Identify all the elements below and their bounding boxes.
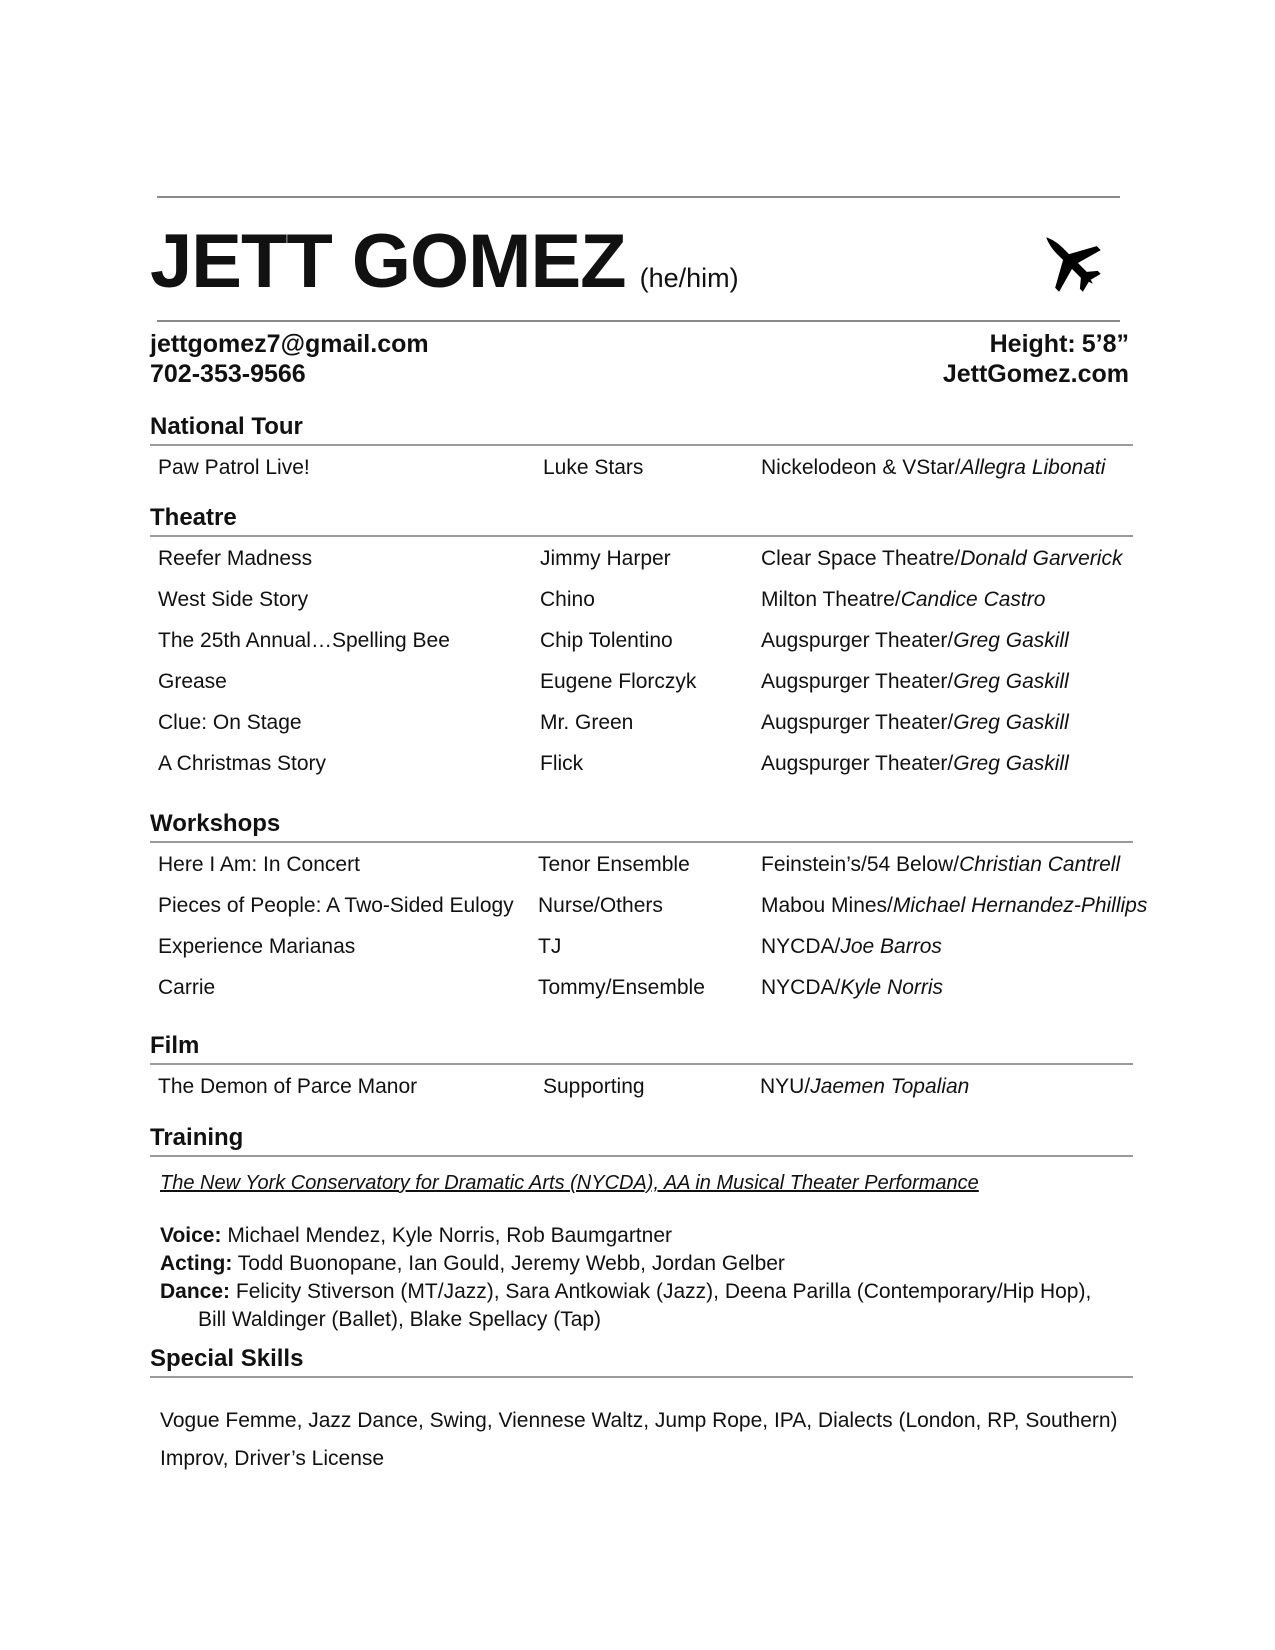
dance-teachers-line1: Felicity Stiverson (MT/Jazz), Sara Antkowiak (Jazz), Deena Parilla (Contemporary/Hip Hop), [235,1280,1092,1303]
credit-role: Nurse/Others [538,894,663,917]
height-label: Height: [989,330,1076,358]
credit-role: Chip Tolentino [540,629,673,652]
training-acting [160,1250,1091,1278]
credit-venue: Augspurger Theater/ [761,752,954,775]
credit-show: Carrie [158,976,216,999]
credit-venue: Feinstein’s/54 Below/ [761,853,960,876]
credit-row [150,660,1133,701]
section-title: Film [150,1032,200,1059]
credit-venue: Mabou Mines/ [761,894,893,917]
special-skills-list [160,1402,1118,1478]
credit-venue: Nickelodeon & VStar/ [761,456,961,479]
section-workshops [150,810,1148,1007]
credit-director: Greg Gaskill [953,752,1069,775]
credit-venue: Augspurger Theater/ [761,711,954,734]
credit-director: Kyle Norris [840,976,944,999]
contact-left [150,329,429,389]
contact-right [943,329,1129,389]
voice-teachers: Michael Mendez, Kyle Norris, Rob Baumgartner [227,1224,672,1247]
credit-venue-director [761,935,942,959]
section-rule [150,1376,1133,1378]
credit-row [150,742,1133,783]
credit-venue-director [761,670,1069,694]
credit-show: Pieces of People: A Two-Sided Eulogy [158,894,514,917]
credit-show: Reefer Madness [158,547,313,570]
height-value: 5’8” [1081,330,1129,358]
credit-show: West Side Story [158,588,309,611]
credit-venue: NYCDA/ [761,976,841,999]
credit-venue-director [761,894,1147,918]
credit-row [150,446,1133,487]
credit-role: Chino [540,588,595,611]
credit-show: A Christmas Story [158,752,327,775]
training-school: The New York Conservatory for Dramatic Arts (NYCDA), AA in Musical Theater Performance [160,1172,979,1194]
credit-venue: Clear Space Theatre/ [761,547,961,570]
section-theatre [150,504,1133,783]
website[interactable]: JettGomez.com [942,360,1129,388]
credit-venue: NYU/ [760,1075,811,1098]
credit-row [150,619,1133,660]
credit-venue-director [761,711,1069,735]
credit-role: Tommy/Ensemble [538,976,705,999]
header-top-rule [157,196,1120,198]
credit-role: Jimmy Harper [540,547,671,570]
credit-row [150,966,1133,1007]
training-details [160,1222,1091,1334]
credit-show: Experience Marianas [158,935,356,958]
credit-row [150,925,1133,966]
training-dance [160,1278,1091,1306]
credit-director: Michael Hernandez-Phillips [892,894,1148,917]
voice-label: Voice: [160,1224,222,1247]
section-title: Theatre [150,504,237,531]
credit-row [150,884,1148,925]
section-title: Workshops [150,810,281,837]
credit-venue: Augspurger Theater/ [761,629,954,652]
header-name-block [150,218,739,305]
credit-role: TJ [538,935,562,958]
credit-venue: NYCDA/ [761,935,841,958]
credit-venue-director [761,629,1069,653]
dance-teachers-line2: Bill Waldinger (Ballet), Blake Spellacy (Tap) [198,1308,602,1331]
credit-director: Donald Garverick [960,547,1123,570]
fighter-jet-icon [1035,226,1105,296]
section-training [150,1124,1133,1157]
credit-venue-director [760,1075,969,1099]
credit-director: Joe Barros [840,935,942,958]
credit-director: Christian Cantrell [959,853,1121,876]
pronouns: (he/him) [639,263,739,293]
credit-director: Greg Gaskill [953,711,1069,734]
credit-venue-director [761,976,943,1000]
credit-role: Eugene Florczyk [540,670,697,693]
section-rule [150,1155,1133,1157]
credit-venue: Milton Theatre/ [761,588,901,611]
performer-name: JETT GOMEZ [150,219,626,304]
credit-role: Tenor Ensemble [538,853,690,876]
credit-director: Greg Gaskill [953,629,1069,652]
credit-role: Luke Stars [543,456,644,479]
credit-row [150,843,1133,884]
section-national-tour [150,413,1133,487]
credit-role: Supporting [543,1075,645,1098]
skills-line: Vogue Femme, Jazz Dance, Swing, Viennese Waltz, Jump Rope, IPA, Dialects (London, RP, Southern) [160,1409,1118,1432]
phone[interactable]: 702-353-9566 [150,360,306,388]
credit-show: Grease [158,670,227,693]
credit-row [150,537,1133,578]
skills-line: Improv, Driver’s License [160,1447,385,1470]
section-title: National Tour [150,413,303,440]
dance-label: Dance: [160,1280,231,1303]
credit-role: Mr. Green [540,711,634,734]
credit-venue-director [761,853,1120,877]
credit-venue-director [761,547,1122,571]
credit-director: Allegra Libonati [960,456,1106,479]
height [943,329,1129,359]
credit-director: Jaemen Topalian [810,1075,970,1098]
header-bottom-rule [157,320,1120,322]
credit-director: Candice Castro [900,588,1046,611]
credit-role: Flick [540,752,584,775]
credit-show: The Demon of Parce Manor [158,1075,418,1098]
credit-venue: Augspurger Theater/ [761,670,954,693]
credit-director: Greg Gaskill [953,670,1069,693]
section-title: Special Skills [150,1345,304,1372]
credit-row [150,1065,1133,1106]
credit-venue-director [761,752,1069,776]
credit-row [150,578,1133,619]
section-film [150,1032,1133,1106]
acting-label: Acting: [160,1252,233,1275]
credit-show: Here I Am: In Concert [158,853,360,876]
section-title: Training [150,1124,244,1151]
credit-show: Paw Patrol Live! [158,456,310,479]
credit-venue-director [761,588,1045,612]
training-voice [160,1222,1091,1250]
acting-teachers: Todd Buonopane, Ian Gould, Jeremy Webb, Jordan Gelber [237,1252,785,1275]
credit-show: Clue: On Stage [158,711,302,734]
credit-show: The 25th Annual…Spelling Bee [158,629,450,652]
email[interactable]: jettgomez7@gmail.com [150,330,429,358]
section-special-skills [150,1345,1133,1378]
credit-row [150,701,1133,742]
credit-venue-director [761,456,1105,480]
